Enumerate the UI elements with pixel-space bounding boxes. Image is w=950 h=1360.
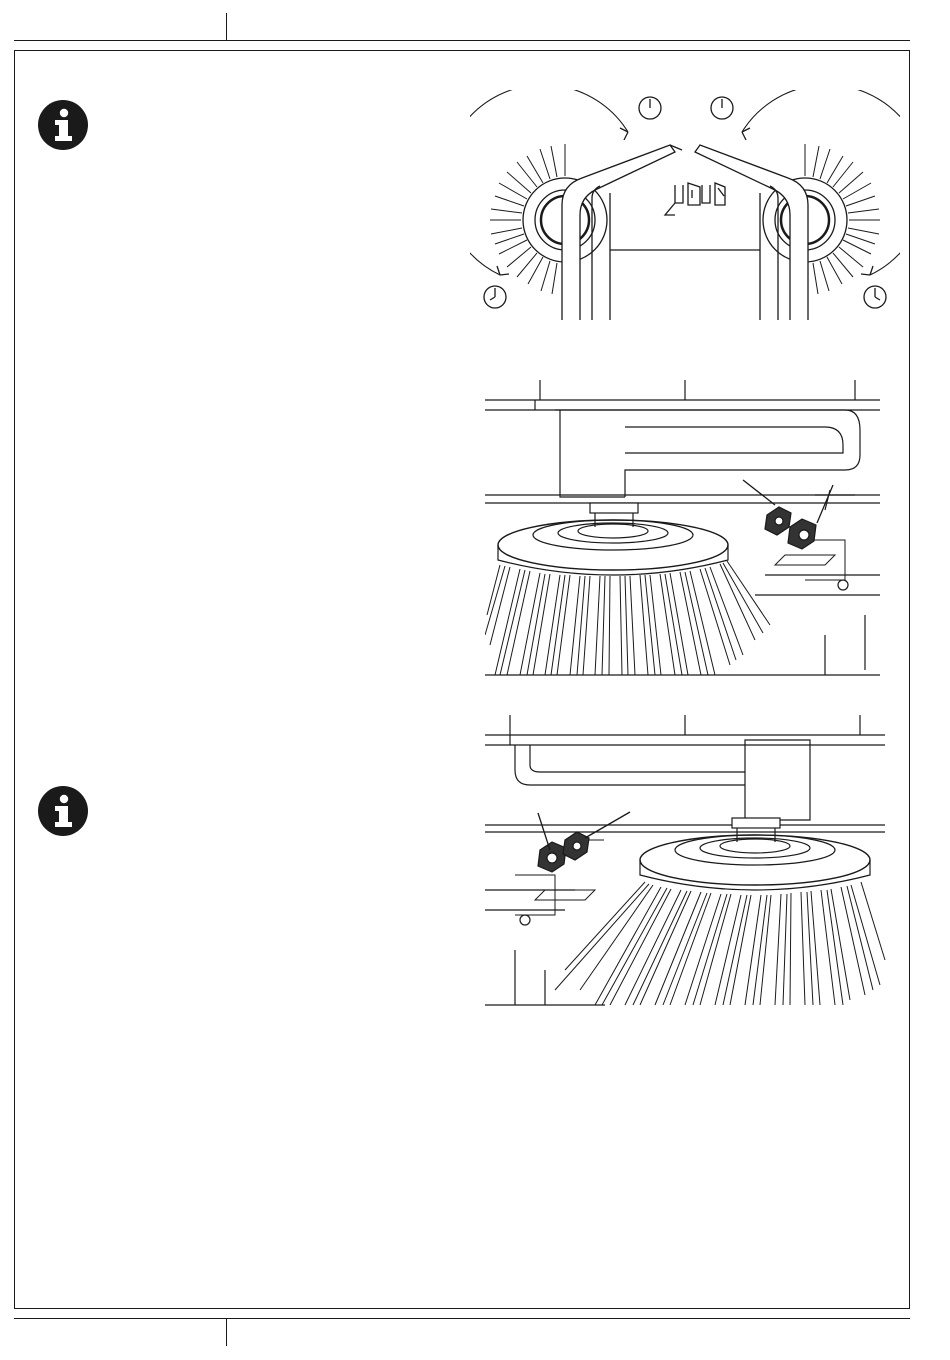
side-brush-rotation-diagram <box>470 90 900 325</box>
knob <box>765 507 791 535</box>
right-brush <box>685 144 880 320</box>
left-side-brush-knobs-diagram <box>485 710 890 1010</box>
info-icon <box>37 99 89 151</box>
clock-icon <box>484 286 506 308</box>
clock-icon <box>711 97 733 119</box>
knob <box>788 519 816 549</box>
clock-icon <box>864 286 886 308</box>
clock-icon <box>639 97 661 119</box>
info-icon <box>37 785 89 837</box>
left-brush <box>490 144 685 320</box>
footer-rule <box>14 1318 910 1319</box>
footer-divider <box>226 1318 227 1346</box>
header-rule <box>14 40 910 41</box>
knob <box>538 842 566 872</box>
header-divider <box>226 13 227 41</box>
knob <box>563 832 589 860</box>
right-side-brush-knobs-diagram <box>485 375 890 685</box>
